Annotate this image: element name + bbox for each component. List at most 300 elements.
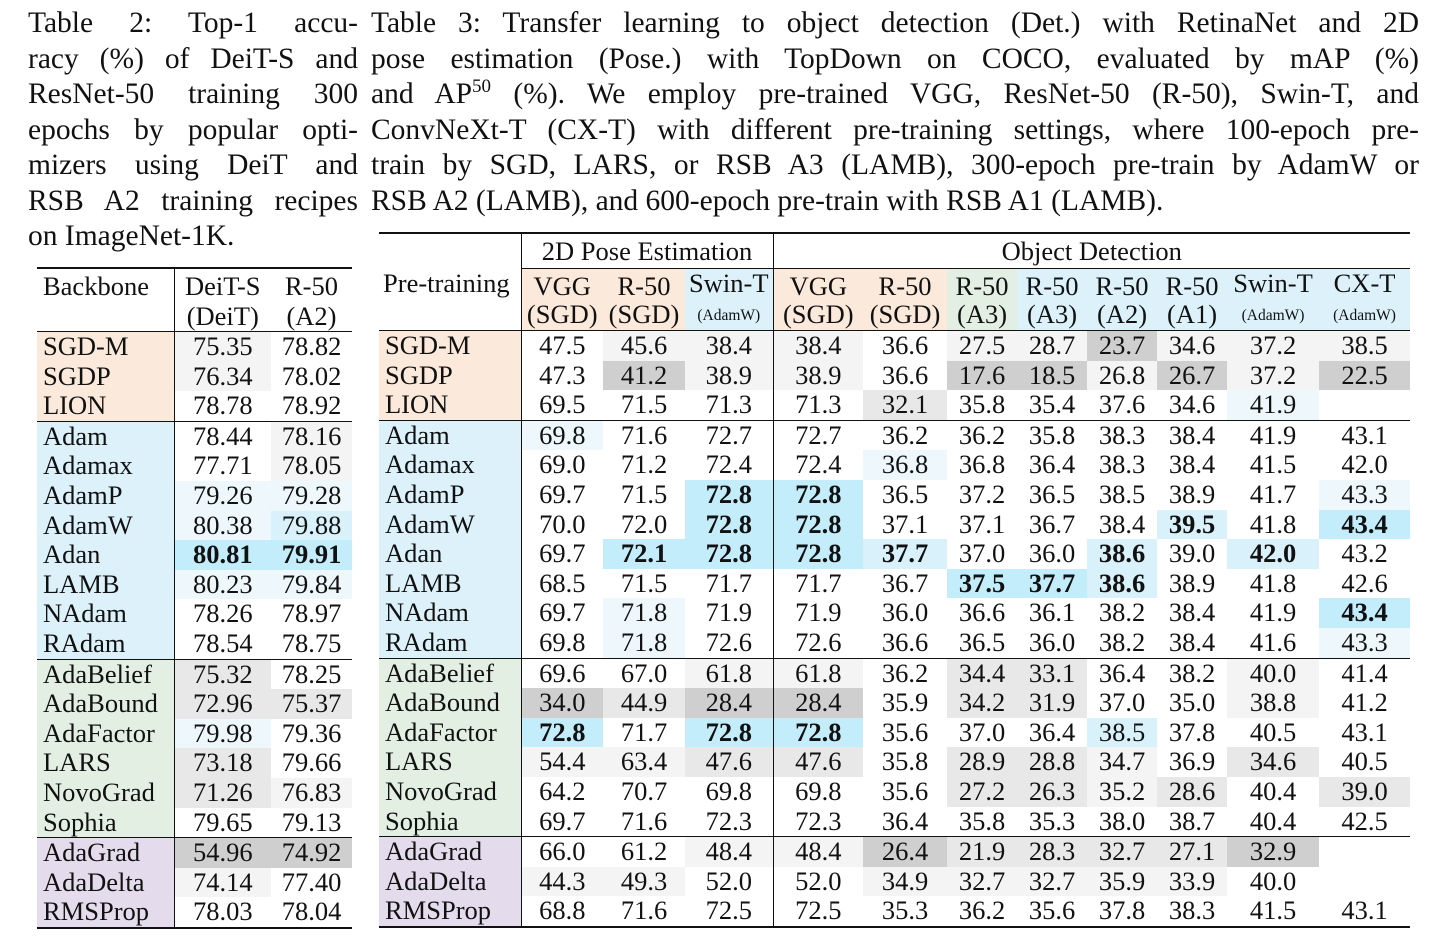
table2-r50-cell: 78.82	[281, 331, 342, 361]
table-row	[37, 659, 352, 689]
table2-optimizer-cell: LARS	[37, 748, 174, 778]
table3-optimizer-cell: LARS	[379, 747, 521, 777]
table3-value-cell: 35.4	[1028, 389, 1076, 420]
table3-value-cell: 41.5	[1227, 896, 1319, 927]
table3-value-cell: 41.9	[1249, 597, 1297, 628]
table3-value-cell: 18.5	[1017, 361, 1087, 391]
table3-value-cell: 71.2	[620, 449, 668, 480]
table2-optimizer-cell: Sophia	[37, 808, 174, 838]
table2-deit-cell: 75.32	[174, 659, 271, 689]
table3-value-cell: 41.8	[1249, 508, 1297, 539]
table3-value-cell: 38.4	[1168, 449, 1216, 480]
table3-value-cell: 70.0	[521, 510, 603, 540]
table3-value-cell: 38.9	[1168, 567, 1216, 598]
table2-deit-cell: 72.96	[174, 689, 271, 719]
table2-deit-cell: 54.96	[174, 838, 271, 868]
table3-value-cell: 36.8	[863, 450, 947, 480]
table3-value-cell: 72.3	[705, 805, 752, 836]
table3-optimizer-cell: LION	[379, 390, 521, 420]
table3-value-cell: 38.4	[1157, 420, 1227, 450]
table-row	[379, 658, 1410, 688]
table3-value-cell: 28.4	[773, 688, 863, 718]
table3-value-cell: 34.6	[1227, 747, 1319, 777]
table3-value-cell: 32.7	[1087, 837, 1157, 867]
table2-optimizer-cell: AdamP	[37, 481, 174, 511]
table3-value-cell: 47.3	[521, 361, 603, 391]
table3-value-cell: 40.5	[1341, 746, 1388, 777]
table3-value-cell: 72.8	[773, 510, 863, 540]
table2-optimizer-cell: AdaBound	[37, 689, 174, 719]
table2-r50-cell: 79.36	[281, 717, 342, 748]
table3-value-cell: 69.7	[521, 598, 603, 628]
table3-value-cell: 40.4	[1249, 775, 1297, 806]
table2-body	[37, 332, 352, 928]
table2-r50-cell: 78.25	[271, 659, 352, 689]
table3-value-cell: 47.5	[521, 331, 603, 361]
table-row	[37, 332, 352, 362]
table3-value-cell: 36.7	[1028, 508, 1076, 539]
table2-r50-cell: 78.92	[281, 390, 342, 421]
table3-value-cell: 26.4	[863, 837, 947, 867]
table3-value-cell: 72.4	[705, 449, 752, 480]
table3-value-cell: 43.4	[1319, 598, 1410, 628]
table3-value-cell: 45.6	[603, 331, 685, 361]
table3-value-cell: 40.5	[1249, 716, 1297, 747]
table3-value-cell: 35.9	[1087, 867, 1157, 897]
table-row	[37, 421, 352, 451]
table2-r50-cell: 74.92	[271, 838, 352, 868]
table2-optimizer-cell: AdamW	[37, 511, 174, 541]
table3-value-cell: 47.6	[773, 747, 863, 777]
table3-value-cell: 36.6	[881, 359, 929, 390]
table-row	[379, 361, 1410, 391]
table3-value-cell: 34.6	[1157, 331, 1227, 361]
table3-value-cell: 36.2	[863, 658, 947, 688]
table3-value-cell: 36.1	[1028, 597, 1076, 628]
table3-value-cell: 38.5	[1098, 478, 1146, 509]
table2-r50-cell: 78.97	[281, 598, 342, 629]
table3-value-cell: 72.4	[773, 450, 863, 480]
table3-value-cell: 44.3	[521, 867, 603, 897]
table2-r50-cell: 79.88	[271, 511, 352, 541]
table3-value-cell: 38.3	[1087, 420, 1157, 450]
table3-column-header: R-50 (SGD)	[863, 269, 947, 331]
table3-group-pose: 2D Pose Estimation	[521, 233, 773, 269]
table3-value-cell: 26.3	[1017, 777, 1087, 807]
table3-value-cell: 71.8	[603, 628, 685, 658]
table3-value-cell: 35.8	[1017, 420, 1087, 450]
table3-value-cell: 69.7	[521, 480, 603, 510]
table2-caption-line: on ImageNet-1K.	[28, 220, 235, 252]
table-row	[37, 778, 352, 808]
table2-header-backbone: Backbone	[43, 271, 149, 301]
table3-value-cell: 37.2	[958, 478, 1006, 509]
table3-optimizer-cell: AdamP	[379, 480, 521, 510]
table3-optimizer-cell: AdaFactor	[379, 718, 521, 748]
table3-caption-line: RSB A2 (LAMB), and 600-epoch pre-train with RSB A1 (LAMB).	[371, 184, 1164, 217]
table3-value-cell: 36.7	[881, 567, 929, 598]
table3-value-cell: 42.6	[1341, 567, 1388, 598]
table3-optimizer-cell: RMSProp	[379, 896, 521, 927]
table2-r50-cell: 79.84	[271, 570, 352, 600]
table3-value-cell: 42.0	[1227, 539, 1319, 569]
table2-caption-line: epochs by popular opti-	[28, 113, 358, 146]
table3-value-cell: 21.9	[947, 837, 1017, 867]
table3-value-cell: 37.7	[1017, 569, 1087, 599]
table-row	[37, 808, 352, 838]
table3-value-cell: 69.6	[521, 658, 603, 688]
table2-deit-cell: 80.81	[174, 540, 271, 570]
table-row	[37, 868, 352, 898]
table2-deit-cell: 78.78	[174, 391, 271, 421]
table3-value-cell: 71.6	[603, 896, 685, 927]
table2-caption-line: Table 2: Top-1 accu-	[28, 7, 358, 39]
table3-value-cell: 71.6	[620, 805, 668, 836]
table3-value-cell: 47.6	[685, 747, 773, 777]
table3-value-cell: 72.8	[685, 510, 773, 540]
table3-value-cell: 72.7	[685, 420, 773, 450]
table3-optimizer-cell: AdaBound	[379, 688, 521, 718]
table-row	[379, 450, 1410, 480]
table3-value-cell: 32.1	[863, 390, 947, 420]
table-row	[379, 688, 1410, 718]
table2-deit-cell: 80.23	[174, 570, 271, 600]
table3-value-cell: 36.8	[958, 449, 1006, 480]
table3-value-cell: 72.8	[773, 718, 863, 748]
table2-caption-line: ResNet-50 training 300	[28, 78, 358, 110]
table3-caption-line: (%). We employ pre-trained VGG, ResNet-50 (R-50), Swin-T, and	[513, 78, 1419, 110]
table2-optimizer-cell: NovoGrad	[37, 778, 174, 808]
table-row	[37, 570, 352, 600]
table3-value-cell: 40.4	[1249, 805, 1297, 836]
table3-caption-ap-prefix: and AP	[371, 78, 473, 110]
table3-value-cell: 39.0	[1168, 538, 1216, 569]
table-row	[379, 331, 1410, 361]
table3-value-cell: 35.6	[881, 716, 929, 747]
table3-value-cell: 36.6	[958, 597, 1006, 628]
table3-value-cell: 35.3	[1028, 805, 1076, 836]
table3-optimizer-cell: Adamax	[379, 450, 521, 480]
table3-optimizer-cell: NAdam	[379, 598, 521, 628]
table3-value-cell: 52.0	[773, 867, 863, 897]
table3-column-header: R-50 (SGD)	[603, 269, 685, 331]
table2-optimizer-cell: Adam	[37, 421, 174, 451]
table3-value-cell: 41.8	[1249, 567, 1297, 598]
table2-optimizer-cell: AdaBelief	[37, 659, 174, 689]
table3-value-cell: 28.7	[1017, 331, 1087, 361]
table2-r50-cell: 76.83	[271, 778, 352, 808]
table2-deit-cell: 78.54	[174, 629, 271, 659]
table3-value-cell: 71.6	[603, 420, 685, 450]
table3-value-cell: 38.7	[1168, 805, 1216, 836]
table3-value-cell: 37.8	[1168, 716, 1216, 747]
table3-value-cell: 36.2	[947, 896, 1017, 927]
table3-caption	[371, 6, 1419, 219]
table-row	[379, 510, 1410, 540]
table3-value-cell: 35.6	[1017, 896, 1087, 927]
table2-header-row	[37, 268, 352, 332]
table3-value-cell: 72.8	[521, 718, 603, 748]
table3-optimizer-cell: NovoGrad	[379, 777, 521, 807]
table3-value-cell: 71.3	[773, 390, 863, 420]
table3-value-cell: 69.8	[705, 775, 752, 806]
table3-value-cell: 69.7	[521, 539, 603, 569]
table3-value-cell: 72.8	[773, 539, 863, 569]
table2-header-r50: R-50 (A2)	[285, 271, 338, 331]
table3-value-cell: 43.1	[1341, 716, 1388, 747]
table2-caption-line: RSB A2 training recipes	[28, 184, 358, 217]
table3-value-cell: 48.4	[773, 837, 863, 867]
table3-optimizer-cell: LAMB	[379, 569, 521, 599]
table3-value-cell: 37.0	[958, 716, 1006, 747]
table3-column-header: Swin-T (AdamW)	[1227, 269, 1319, 331]
table3-value-cell: 71.9	[705, 597, 752, 628]
table3-value-cell: 38.2	[1098, 597, 1146, 628]
table3-value-cell: 37.1	[881, 508, 929, 539]
table3-optimizer-cell: Adan	[379, 539, 521, 569]
table2-optimizer-cell: RAdam	[37, 629, 174, 659]
table3-value-cell: 28.9	[947, 747, 1017, 777]
table-row	[37, 511, 352, 541]
table3-value-cell: 41.2	[1341, 687, 1388, 718]
table3-value-cell: 37.8	[1087, 896, 1157, 927]
table3-value-cell: 61.8	[685, 658, 773, 688]
table3-value-cell: 38.9	[685, 361, 773, 391]
table-row	[37, 540, 352, 570]
table3-value-cell: 38.4	[685, 331, 773, 361]
table-row	[379, 837, 1410, 867]
table2-r50-cell: 79.91	[271, 540, 352, 570]
table-row	[37, 391, 352, 421]
table3-value-cell: 49.3	[603, 867, 685, 897]
table3-value-cell: 41.6	[1249, 626, 1297, 657]
table3-value-cell: 42.5	[1341, 805, 1388, 836]
table2	[37, 267, 352, 929]
table3-value-cell: 37.2	[1227, 361, 1319, 391]
table3-value-cell: 41.7	[1249, 478, 1297, 509]
table-row	[37, 689, 352, 719]
table3-value-cell: 34.0	[521, 688, 603, 718]
table3-optimizer-cell: Adam	[379, 420, 521, 450]
table3-value-cell: 33.9	[1157, 867, 1227, 897]
table3-value-cell: 67.0	[603, 658, 685, 688]
table3-value-cell: 41.9	[1227, 420, 1319, 450]
table3-value-cell: 36.2	[947, 420, 1017, 450]
table3-value-cell: 68.5	[521, 569, 603, 599]
table2-deit-cell: 78.03	[174, 897, 271, 928]
table2-r50-cell: 78.16	[271, 421, 352, 451]
table3-value-cell	[1319, 390, 1410, 420]
table3-column-header: R-50 (A3)	[947, 269, 1017, 331]
table3-column-header: Swin-T (AdamW)	[685, 269, 773, 331]
table3-value-cell: 72.0	[620, 508, 668, 539]
table3-value-cell: 61.2	[603, 837, 685, 867]
table3-value-cell: 39.5	[1157, 510, 1227, 540]
table3-value-cell: 61.8	[773, 658, 863, 688]
table-row	[379, 420, 1410, 450]
table2-optimizer-cell: AdaFactor	[37, 719, 174, 749]
table3-optimizer-cell: Sophia	[379, 807, 521, 837]
table-row	[379, 777, 1410, 807]
table3-optimizer-cell: AdaGrad	[379, 837, 521, 867]
table3-value-cell: 32.7	[947, 867, 1017, 897]
table2-r50-cell: 79.13	[281, 806, 342, 837]
table3-value-cell: 34.6	[1168, 389, 1216, 420]
table3-value-cell: 36.9	[1168, 746, 1216, 777]
table3-value-cell: 41.4	[1319, 658, 1410, 688]
table3-value-cell: 72.6	[705, 626, 752, 657]
table3-value-cell: 35.8	[881, 746, 929, 777]
table3-value-cell: 27.5	[947, 331, 1017, 361]
table3-value-cell: 69.7	[521, 807, 603, 837]
table-row	[379, 480, 1410, 510]
table3-value-cell: 34.4	[947, 658, 1017, 688]
table3-value-cell: 35.6	[881, 775, 929, 806]
table3-value-cell: 72.5	[773, 896, 863, 927]
table2-r50-cell: 78.05	[271, 451, 352, 481]
table3-value-cell: 43.3	[1319, 628, 1410, 658]
table3-value-cell: 43.3	[1319, 480, 1410, 510]
table3-value-cell: 36.4	[881, 805, 929, 836]
table3-value-cell: 22.5	[1319, 361, 1410, 391]
table3-value-cell: 36.5	[958, 626, 1006, 657]
table3-value-cell: 72.8	[773, 480, 863, 510]
table2-deit-cell: 80.38	[174, 511, 271, 541]
table3	[379, 232, 1410, 928]
table2-caption-line: mizers using DeiT and	[28, 149, 358, 181]
table3-optimizer-cell: AdamW	[379, 510, 521, 540]
table2-optimizer-cell: AdaGrad	[37, 838, 174, 868]
table3-value-cell: 35.2	[1087, 777, 1157, 807]
table3-value-cell: 69.5	[521, 390, 603, 420]
table2-optimizer-cell: LION	[37, 391, 174, 421]
table2-deit-cell: 79.98	[174, 719, 271, 749]
table3-value-cell: 37.0	[1098, 687, 1146, 718]
table3-optimizer-cell: AdaBelief	[379, 658, 521, 688]
table2-optimizer-cell: NAdam	[37, 599, 174, 629]
table3-value-cell: 33.1	[1017, 658, 1087, 688]
table3-caption-line: train by SGD, LARS, or RSB A3 (LAMB), 300-epoch pre-train by AdamW or	[371, 149, 1419, 181]
table3-value-cell: 38.8	[1227, 688, 1319, 718]
table3-value-cell: 32.9	[1227, 837, 1319, 867]
table3-value-cell	[1319, 867, 1410, 897]
table-row	[37, 897, 352, 928]
table-row	[379, 628, 1410, 658]
table2-r50-cell: 75.37	[271, 689, 352, 719]
table3-value-cell: 35.9	[881, 687, 929, 718]
table3-value-cell: 41.2	[603, 361, 685, 391]
table3-column-header: VGG (SGD)	[521, 269, 603, 331]
table2-optimizer-cell: LAMB	[37, 570, 174, 600]
table3-value-cell: 23.7	[1087, 331, 1157, 361]
table3-value-cell: 71.3	[705, 389, 752, 420]
table3-value-cell: 26.7	[1157, 361, 1227, 391]
table2-deit-cell: 75.35	[174, 332, 271, 362]
table3-value-cell: 37.6	[1098, 389, 1146, 420]
table-row	[379, 569, 1410, 599]
table2-r50-cell: 78.04	[271, 897, 352, 928]
table2-optimizer-cell: Adan	[37, 540, 174, 570]
table3-value-cell: 54.4	[521, 747, 603, 777]
table-row	[379, 718, 1410, 748]
table2-deit-cell: 78.44	[174, 421, 271, 451]
table2-r50-cell: 77.40	[281, 866, 342, 897]
table3-value-cell: 32.7	[1017, 867, 1087, 897]
table3-optimizer-cell: RAdam	[379, 628, 521, 658]
table2-caption	[28, 6, 358, 255]
table3-body	[379, 331, 1410, 927]
table3-group-det: Object Detection	[773, 233, 1410, 269]
table3-column-header: R-50 (A1)	[1157, 269, 1227, 331]
table3-value-cell: 35.8	[958, 389, 1006, 420]
table3-value-cell: 36.6	[881, 330, 929, 360]
table2-r50-cell: 79.66	[281, 747, 342, 778]
table3-value-cell: 38.5	[1319, 331, 1410, 361]
table3-value-cell: 72.3	[773, 807, 863, 837]
table3-caption-ap-sup: 50	[472, 76, 492, 97]
table3-value-cell: 72.8	[685, 480, 773, 510]
table3-value-cell: 69.8	[521, 628, 603, 658]
table3-value-cell: 71.5	[620, 389, 668, 420]
table2-deit-cell: 77.71	[174, 451, 271, 481]
table2-optimizer-cell: AdaDelta	[37, 868, 174, 898]
table3-column-header: CX-T (AdamW)	[1319, 269, 1410, 331]
table3-value-cell: 37.0	[958, 538, 1006, 569]
table2-optimizer-cell: SGD-M	[37, 332, 174, 362]
table3-value-cell: 17.6	[947, 361, 1017, 391]
table3-value-cell: 34.2	[947, 688, 1017, 718]
table3-value-cell: 71.7	[620, 716, 668, 747]
table2-header-deit: DeiT-S (DeiT)	[174, 268, 271, 332]
table3-value-cell: 69.0	[521, 450, 603, 480]
table3-value-cell: 41.9	[1227, 390, 1319, 420]
table2-optimizer-cell: SGDP	[37, 362, 174, 392]
table3-value-cell: 63.4	[603, 747, 685, 777]
table2-deit-cell: 73.18	[174, 748, 271, 778]
table3-value-cell: 66.0	[521, 837, 603, 867]
table3-value-cell: 40.0	[1227, 658, 1319, 688]
table3-value-cell: 36.0	[1028, 538, 1076, 569]
table3-value-cell: 42.0	[1341, 449, 1388, 480]
table3-value-cell: 38.2	[1157, 658, 1227, 688]
table3-value-cell: 52.0	[705, 865, 752, 896]
table-row	[37, 362, 352, 392]
table-row	[379, 807, 1410, 837]
table2-deit-cell: 71.26	[174, 778, 271, 808]
table3-value-cell: 38.9	[1168, 478, 1216, 509]
table3-value-cell: 38.4	[1098, 508, 1146, 539]
table3-value-cell: 38.6	[1087, 569, 1157, 599]
table3-value-cell: 34.7	[1087, 747, 1157, 777]
table2-deit-cell: 78.26	[174, 599, 271, 629]
table3-caption-line: pose estimation (Pose.) with TopDown on COCO, evaluated by mAP (%)	[371, 42, 1419, 75]
table2-deit-cell: 79.65	[174, 808, 271, 838]
table3-value-cell: 71.7	[705, 567, 752, 598]
table3-column-header: R-50 (A2)	[1087, 269, 1157, 331]
table3-value-cell: 38.0	[1098, 805, 1146, 836]
table3-value-cell: 36.5	[1028, 478, 1076, 509]
table3-value-cell: 28.6	[1157, 777, 1227, 807]
table3-value-cell: 43.1	[1319, 896, 1410, 927]
table3-value-cell: 35.3	[863, 896, 947, 927]
table3-value-cell: 43.4	[1319, 510, 1410, 540]
table3-value-cell: 38.3	[1157, 896, 1227, 927]
table3-value-cell: 36.4	[1028, 449, 1076, 480]
table2-deit-cell: 79.26	[174, 481, 271, 511]
table3-caption-line: Table 3: Transfer learning to object detection (Det.) with RetinaNet and 2D	[371, 7, 1419, 39]
table3-column-header: R-50 (A3)	[1017, 269, 1087, 331]
table3-value-cell: 71.5	[620, 478, 668, 509]
